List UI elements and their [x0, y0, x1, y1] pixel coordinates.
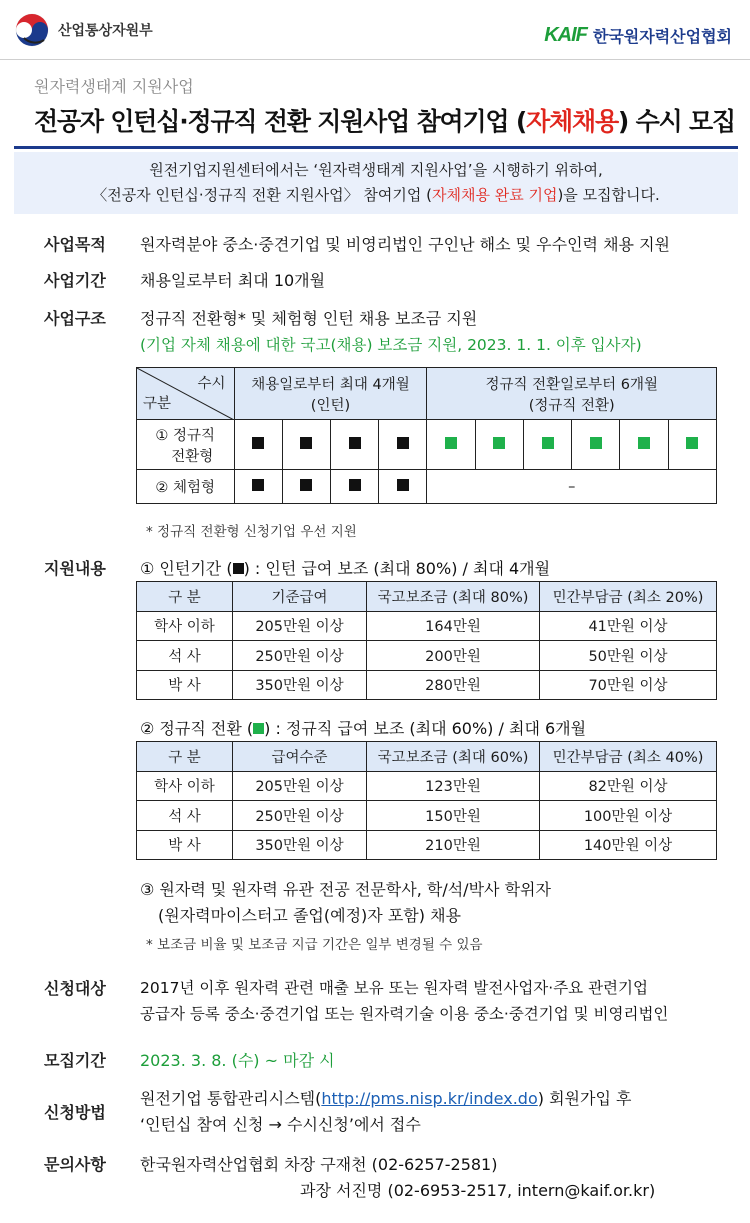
month-marker	[590, 437, 602, 449]
month-marker	[300, 479, 312, 491]
structure-note: * 정규직 전환형 신청기업 우선 지원	[146, 524, 357, 540]
table-row	[137, 801, 717, 831]
title-rule	[14, 146, 738, 149]
intern-support-heading	[140, 556, 550, 579]
table-cell	[330, 470, 378, 504]
regular-support-heading	[140, 716, 586, 739]
table-cell: 82만원 이상	[540, 771, 717, 801]
green-square-icon	[253, 723, 264, 734]
table-cell: 164만원	[367, 611, 540, 641]
table-row	[137, 830, 717, 860]
month-marker	[397, 479, 409, 491]
month-marker	[349, 437, 361, 449]
table-cell	[234, 420, 282, 470]
recruit-text: 2023. 3. 8. (수) ~ 마감 시	[140, 1051, 335, 1070]
structure-green-text: (기업 자체 채용에 대한 국고(채용) 보조금 지원, 2023. 1. 1. 이후 입사자)	[140, 336, 642, 354]
table-cell: 100만원 이상	[540, 801, 717, 831]
table-cell: 국고보조금 (최대 60%)	[367, 742, 540, 772]
pms-link[interactable]: http://pms.nisp.kr/index.do	[321, 1089, 538, 1108]
table-row	[137, 611, 717, 641]
regular-period-header: 정규직 전환일로부터 6개월 (정규직 전환)	[427, 368, 717, 420]
table-cell: 학사 이하	[137, 611, 233, 641]
table-cell: 민간부담금 (최소 20%)	[540, 582, 717, 612]
text-segment: 구분	[143, 396, 172, 412]
table-cell: 구 분	[137, 582, 233, 612]
ministry-name: 산업통상자원부	[58, 23, 153, 39]
table-cell: 205만원 이상	[233, 771, 367, 801]
text-segment: 〈전공자 인턴십·정규직 전환 지원사업〉 참여기업 (	[92, 186, 432, 204]
table-cell: 석 사	[137, 641, 233, 671]
table-cell: 구 분	[137, 742, 233, 772]
row-experience-label: ② 체험형	[137, 470, 235, 504]
table-cell: 70만원 이상	[540, 670, 717, 700]
month-marker	[397, 437, 409, 449]
kaif-mark: KAIF	[544, 24, 587, 46]
black-square-icon	[233, 563, 244, 574]
page-title	[34, 102, 735, 138]
month-marker	[542, 437, 554, 449]
contact-label: 문의사항	[44, 1155, 106, 1174]
method-label: 신청방법	[44, 1103, 106, 1122]
contact-line-2: 과장 서진명 (02-6953-2517, intern@kaif.or.kr)	[300, 1181, 656, 1200]
text-segment: 수시	[197, 376, 226, 392]
month-marker	[252, 437, 264, 449]
item3-line-1: ③ 원자력 및 원자력 유관 전공 전문학사, 학/석/박사 학위자	[140, 880, 551, 899]
table-cell: 280만원	[367, 670, 540, 700]
table-cell	[379, 420, 427, 470]
text-segment: ① 인턴기간 (	[140, 559, 233, 578]
experience-regular-cell: –	[427, 470, 717, 504]
row-regular-label: ① 정규직 전환형	[137, 420, 235, 470]
structure-label: 사업구조	[44, 309, 106, 328]
text-segment: )을 모집합니다.	[557, 186, 660, 204]
text-segment: 원전기업 통합관리시스템(	[140, 1089, 322, 1108]
table-cell	[330, 420, 378, 470]
page-header	[0, 0, 750, 62]
intern-period-header: 채용일로부터 최대 4개월 (인턴)	[234, 368, 427, 420]
table-cell: 국고보조금 (최대 80%)	[367, 582, 540, 612]
regular-pay-table	[136, 741, 717, 860]
table-cell: 123만원	[367, 771, 540, 801]
target-line-2: 공급자 등록 중소·중견기업 또는 원자력기술 이용 중소·중견기업 및 비영리법인	[140, 1005, 669, 1023]
table-cell	[475, 420, 523, 470]
table-row	[137, 670, 717, 700]
intro-line-2	[14, 183, 738, 208]
intro-box	[14, 152, 738, 214]
table-cell	[282, 420, 330, 470]
table-cell: 200만원	[367, 641, 540, 671]
table-corner-cell	[137, 368, 235, 420]
intro-line-1: 원전기업지원센터에서는 ‘원자력생태계 지원사업’을 시행하기 위하여,	[149, 161, 603, 179]
month-marker	[686, 437, 698, 449]
month-marker	[300, 437, 312, 449]
month-marker	[638, 437, 650, 449]
text-segment: ) : 정규직 급여 보조 (최대 60%) / 최대 6개월	[264, 719, 587, 738]
target-label: 신청대상	[44, 979, 106, 998]
table-cell	[427, 420, 475, 470]
table-cell	[572, 420, 620, 470]
table-cell: 급여수준	[233, 742, 367, 772]
period-label: 사업기간	[44, 271, 106, 290]
kaif-name: 한국원자력산업협회	[592, 27, 732, 46]
table-cell: 210만원	[367, 830, 540, 860]
target-line-1: 2017년 이후 원자력 관련 매출 보유 또는 원자력 발전사업자·주요 관련기업	[140, 979, 648, 997]
purpose-text: 원자력분야 중소·중견기업 및 비영리법인 구인난 해소 및 우수인력 채용 지원	[140, 235, 670, 254]
intern-pay-table	[136, 581, 717, 700]
title-highlight: 자체채용	[526, 107, 618, 136]
contact-line-1: 한국원자력산업협회 차장 구재천 (02-6257-2581)	[140, 1155, 498, 1174]
table-cell	[234, 470, 282, 504]
table-cell: 학사 이하	[137, 771, 233, 801]
header-divider	[0, 59, 750, 60]
table-cell	[668, 420, 716, 470]
table-cell: 박 사	[137, 830, 233, 860]
table-cell: 250만원 이상	[233, 641, 367, 671]
table-cell	[523, 420, 571, 470]
text-segment: ) : 인턴 급여 보조 (최대 80%) / 최대 4개월	[243, 559, 551, 578]
purpose-label: 사업목적	[44, 235, 106, 254]
kaif-logo	[544, 24, 732, 47]
structure-table	[136, 367, 717, 504]
table-cell	[379, 470, 427, 504]
ministry-logo	[14, 12, 153, 48]
table-cell: 41만원 이상	[540, 611, 717, 641]
table-cell: 350만원 이상	[233, 670, 367, 700]
table-cell: 석 사	[137, 801, 233, 831]
program-subtitle: 원자력생태계 지원사업	[34, 77, 194, 96]
table-cell: 205만원 이상	[233, 611, 367, 641]
text-segment: 자체채용 완료 기업	[431, 186, 558, 204]
table-row	[137, 641, 717, 671]
month-marker	[252, 479, 264, 491]
support-label: 지원내용	[44, 559, 106, 578]
table-row	[137, 771, 717, 801]
text-segment: 전공자 인턴십·정규직 전환 지원사업 참여기업 (	[34, 107, 527, 136]
table-cell	[620, 420, 668, 470]
table-cell: 박 사	[137, 670, 233, 700]
table-cell: 250만원 이상	[233, 801, 367, 831]
table-cell: 기준급여	[233, 582, 367, 612]
month-marker	[349, 479, 361, 491]
method-line-2: ‘인턴십 참여 신청 → 수시신청’에서 접수	[140, 1115, 421, 1134]
table-cell: 50만원 이상	[540, 641, 717, 671]
month-marker	[493, 437, 505, 449]
table-cell: 350만원 이상	[233, 830, 367, 860]
text-segment: ) 수시 모집	[617, 107, 735, 136]
method-line-1	[140, 1086, 631, 1109]
table-cell: 150만원	[367, 801, 540, 831]
table-cell: 민간부담금 (최소 40%)	[540, 742, 717, 772]
taegeuk-emblem-icon	[14, 12, 50, 48]
item3-line-2: (원자력마이스터고 졸업(예정)자 포함) 채용	[158, 906, 461, 925]
support-note: * 보조금 비율 및 보조금 지급 기간은 일부 변경될 수 있음	[146, 937, 483, 953]
table-cell: 140만원 이상	[540, 830, 717, 860]
structure-text: 정규직 전환형* 및 체험형 인턴 채용 보조금 지원	[140, 309, 478, 328]
period-text: 채용일로부터 최대 10개월	[140, 271, 326, 290]
text-segment: ) 회원가입 후	[537, 1089, 632, 1108]
month-marker	[445, 437, 457, 449]
table-cell	[282, 470, 330, 504]
text-segment: ② 정규직 전환 (	[140, 719, 254, 738]
recruit-label: 모집기간	[44, 1051, 106, 1070]
